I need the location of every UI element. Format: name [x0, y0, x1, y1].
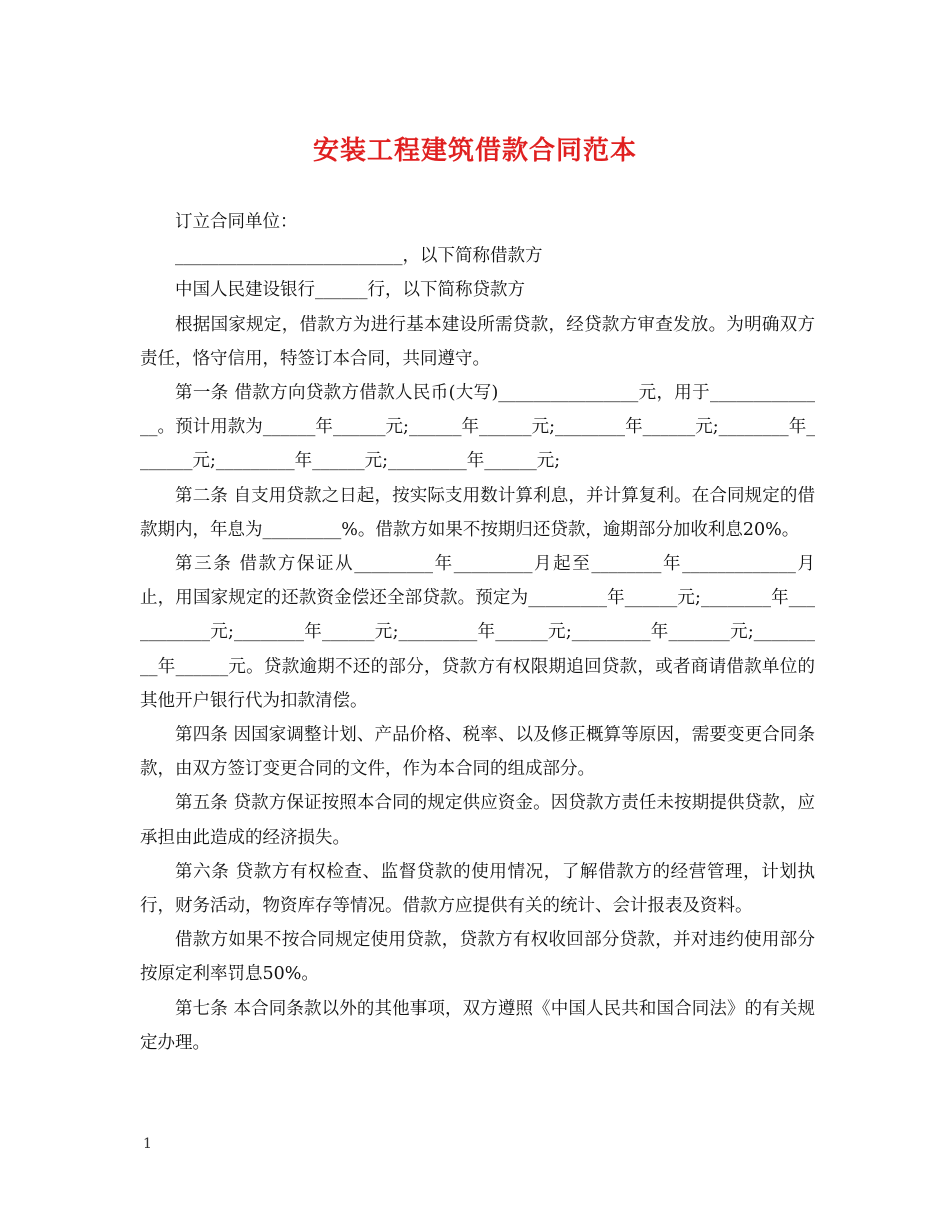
paragraph-preamble: 根据国家规定，借款方为进行基本建设所需贷款，经贷款方审查发放。为明确双方责任，恪守信用，特签订本合同，共同遵守。 [140, 314, 815, 369]
paragraph-article-6: 第六条 贷款方有权检查、监督贷款的使用情况，了解借款方的经营管理，计划执行，财务活动，物资库存等情况。借款方应提供有关的统计、会计报表及资料。 [140, 861, 815, 917]
document-body [140, 205, 815, 1060]
paragraph-article-3: 第三条 借款方保证从_________年_________月起至________年_____________月止，用国家规定的还款资金偿还全部贷款。预定为_________年______元;________年___________元;________年______元;_________年______元;_________年_______元;_________年______元。贷款逾期不还的部分，贷款方有权限期追回贷款，或者商请借款单位的其他开户银行代为扣款清偿。 [140, 554, 815, 711]
paragraph-borrower: __________________________，以下简称借款方 [175, 246, 543, 267]
paragraph-article-2: 第二条 自支用贷款之日起，按实际支用数计算利息，并计算复利。在合同规定的借款期内，年息为_________%。借款方如果不按期归还贷款，逾期部分加收利息20%。 [140, 485, 815, 540]
paragraph-article-1: 第一条 借款方向贷款方借款人民币(大写)________________元，用于______________。预计用款为______年______元;______年______元;________年______元;________年_______元;_________年______元;_________年______元; [140, 383, 815, 472]
paragraph-article-6-penalty: 借款方如果不按合同规定使用贷款，贷款方有权收回部分贷款，并对违约使用部分按原定利率罚息50%。 [140, 930, 815, 985]
page-number: 1 [143, 1136, 152, 1152]
document-title: 安装工程建筑借款合同范本 [312, 136, 637, 166]
paragraph-article-7: 第七条 本合同条款以外的其他事项，双方遵照《中国人民共和国合同法》的有关规定办理。 [140, 998, 815, 1053]
paragraph-article-5: 第五条 贷款方保证按照本合同的规定供应资金。因贷款方责任未按期提供贷款，应承担由此造成的经济损失。 [140, 793, 815, 848]
paragraph-article-4: 第四条 因国家调整计划、产品价格、税率、以及修正概算等原因，需要变更合同条款，由双方签订变更合同的文件，作为本合同的组成部分。 [140, 725, 815, 780]
paragraph-lender: 中国人民建设银行______行，以下简称贷款方 [175, 280, 525, 301]
paragraph-contracting-parties: 订立合同单位： [175, 212, 298, 232]
